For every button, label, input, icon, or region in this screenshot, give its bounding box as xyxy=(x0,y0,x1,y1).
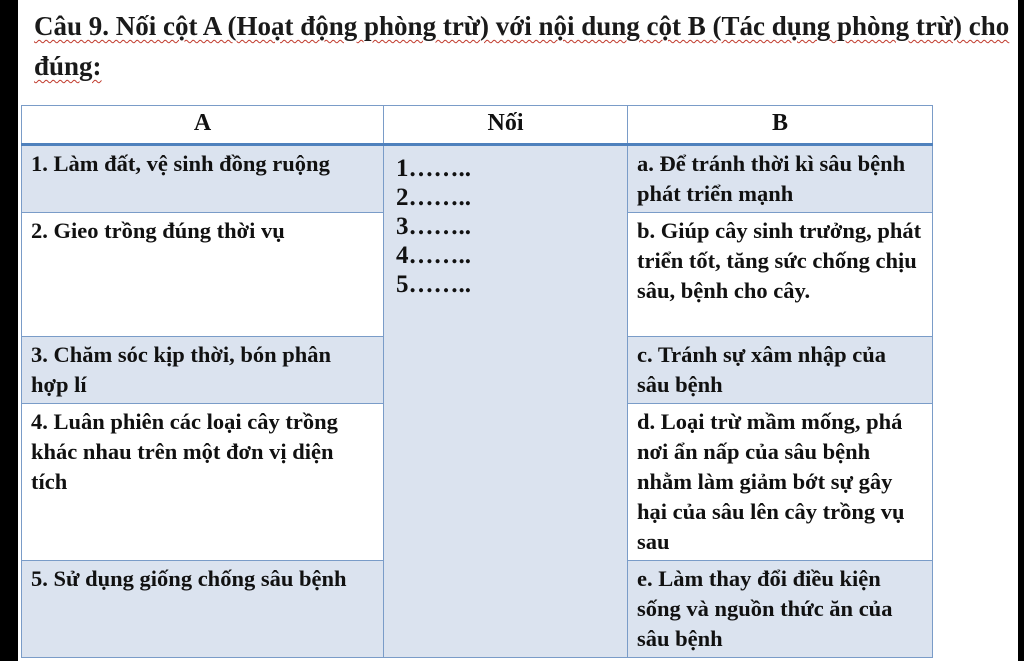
col-b-item-d: d. Loại trừ mầm mống, phá nơi ẩn nấp của sâu bệnh nhằm làm giảm bớt sự gây hại của sâu lên cây trồng vụ sau xyxy=(628,404,933,561)
col-b-item-c: c. Tránh sự xâm nhập của sâu bệnh xyxy=(628,337,933,404)
noi-column xyxy=(384,145,628,658)
col-a-item-1: 1. Làm đất, vệ sinh đồng ruộng xyxy=(22,145,384,213)
noi-item-3[interactable]: 3…….. xyxy=(396,213,471,240)
noi-item-5[interactable]: 5…….. xyxy=(396,271,471,298)
col-a-item-3: 3. Chăm sóc kịp thời, bón phân hợp lí xyxy=(22,337,384,404)
noi-item-4[interactable]: 4…….. xyxy=(396,242,471,269)
col-a-item-4: 4. Luân phiên các loại cây trồng khác nhau trên một đơn vị diện tích xyxy=(22,404,384,561)
noi-item-1[interactable]: 1…….. xyxy=(396,155,471,182)
col-a-item-5: 5. Sử dụng giống chống sâu bệnh xyxy=(22,561,384,658)
col-a-item-2: 2. Gieo trồng đúng thời vụ xyxy=(22,213,384,337)
matching-table xyxy=(21,105,933,658)
col-b-item-b: b. Giúp cây sinh trưởng, phát triển tốt, tăng sức chống chịu sâu, bệnh cho cây. xyxy=(628,213,933,337)
header-b: B xyxy=(628,106,933,145)
col-b-item-e: e. Làm thay đổi điều kiện sống và nguồn thức ăn của sâu bệnh xyxy=(628,561,933,658)
header-noi: Nối xyxy=(384,106,628,145)
question-title: Câu 9. Nối cột A (Hoạt động phòng trừ) với nội dung cột B (Tác dụng phòng trừ) cho đúng: xyxy=(34,11,1010,81)
header-row xyxy=(22,106,933,145)
col-b-item-a: a. Để tránh thời kì sâu bệnh phát triển mạnh xyxy=(628,145,933,213)
document-page xyxy=(18,0,1018,661)
table-row xyxy=(22,145,933,213)
noi-item-2[interactable]: 2…….. xyxy=(396,184,471,211)
header-a: A xyxy=(22,106,384,145)
